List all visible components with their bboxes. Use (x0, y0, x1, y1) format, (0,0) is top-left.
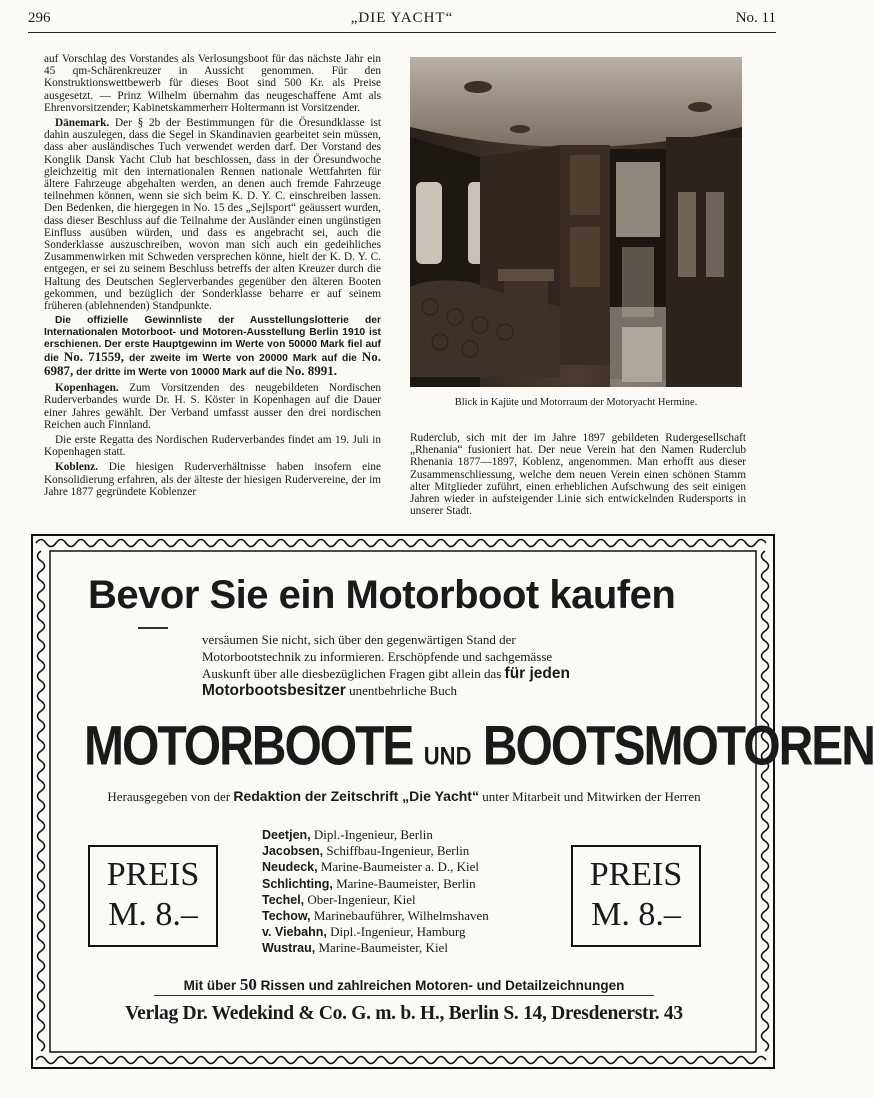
copenhagen-text: Zum Vorsitzenden des neugebildeten Nordischen Ruderverbandes wurde Dr. H. S. Köster in Kopenhagen auf die Dauer einer Jahres gewählt. Der Verband umfasst ausser den drei nordischen Reichen auch Finnland. (44, 382, 381, 431)
author-entry (262, 908, 562, 924)
book-title-a: MOTORBOOTE (84, 716, 413, 777)
issue-number: No. 11 (735, 10, 776, 26)
price-label: PREIS (589, 856, 683, 893)
author-entry (262, 843, 562, 859)
drawings-text-a: Mit über (183, 978, 237, 993)
author-role: Marine-Baumeister, Berlin (336, 875, 476, 891)
koblenz-continuation: Ruderclub, sich mit der im Jahre 1897 gebildeten Rudergesellschaft „Rhenania“ fusioniert hat. Der neue Verein hat den Namen Ruderclub Rhenania 1877—1897, Koblenz, angenommen. Man erhofft aus dieser Zusammenschliessung, welche dem neuen Verein einen schönen Stamm alter Mitglieder zuführt, einen erheblichen Aufschwung des seit einigen Jahren wieder in aufsteigender Linie sich entwickelnden Rudersports in unserer Stadt. (410, 432, 746, 518)
drawings-count: 50 (239, 975, 257, 994)
journal-title: „DIE YACHT“ (350, 10, 454, 26)
ad-intro-bold: für jeden Motorbootsbesitzer (202, 665, 570, 699)
editor-text-a: Herausgegeben von der (107, 789, 231, 804)
author-entry (262, 940, 562, 956)
author-role: Dipl.-Ingenieur, Hamburg (330, 924, 466, 940)
book-title-b: BOOTSMOTOREN (482, 716, 874, 777)
author-entry (262, 892, 562, 908)
author-name: Wustrau, (262, 941, 316, 956)
author-name: Techow, (262, 909, 311, 924)
author-name: Techel, (262, 892, 305, 907)
author-role: Dipl.-Ingenieur, Berlin (313, 827, 433, 842)
ad-dash-ornament (138, 627, 168, 629)
author-role: Marine-Baumeister, Kiel (318, 940, 448, 956)
header-rule (28, 32, 776, 33)
drawings-rule (154, 995, 654, 996)
denmark-text: Der § 2b der Bestimmungen für die Öresundklasse ist dahin auszulegen, dass die Segel in Skandinavien gearbeitet sein müssen, dass aber ausländisches Tuch verwendet werden darf. Der Vorstand des Konglik Dansk Yacht Club hat beschlossen, dass in der Öresundwoche gleichzeitig mit den internationalen Rennen nationale Wettfahrten für ältere Fahrzeuge abgehalten werden, an denen auch fremde Fahrzeuge teilnehmen können, wenn sie sich beim K. D. Y. C. einschreiben lassen. Den Bedenken, die hiergegen in No. 15 des „Sejlsport“ geäussert wurden, dass dieser Beschluss auf die Teilnahme der Ausländer einen ungünstigen Einfluss ausüben würden, und dass es angebracht sei, auch die Sonderklasse auszuschreiben, wovon man sich auch ein gedeihliches Zusammenwirken mit Schweden versprechen könne, hielt der K. D. Y. C. entgegen, er sei zu seinem Beschluss betreffs der alten Kreuzer durch die Haltung des Deutschen Seglerverbandes gegenüber den älteren Booten gekommen, und bezüglich der Sonderklasse beharre er auf seinem früheren (ablehnenden) Standpunkte. (44, 117, 381, 313)
author-role: Ober-Ingenieur, Kiel (307, 891, 416, 907)
author-name: v. Viebahn, (262, 925, 327, 940)
price-value: M. 8.– (591, 896, 681, 933)
ad-intro-end: unentbehrliche Buch (349, 683, 457, 698)
editor-line (74, 787, 734, 806)
author-name: Deetjen, (262, 828, 311, 842)
lottery-paragraph (44, 315, 381, 379)
left-column (44, 53, 381, 525)
ad-intro-text: versäumen Sie nicht, sich über den gegenwärtigen Stand der Motorbootstechnik zu informieren. Erschöpfende und sachgemässe Auskunft über alle diesbezüglichen Fragen gibt allein das (202, 632, 553, 681)
author-entry (262, 924, 562, 940)
book-advertisement (30, 533, 874, 1070)
price-box-right (571, 845, 701, 947)
author-role: Marine-Baumeister a. D., Kiel (320, 859, 479, 875)
cabin-photo (410, 57, 742, 387)
intro-paragraph: auf Vorschlag des Vorstandes als Verlosungsboot für das nächste Jahr ein 45 qm-Schärenkreuzer in Aussicht genommen. Für den Konstruktionswettbewerb für dieses Boot sind 500 Kr. als Preise ausgesetzt. — Prinz Wilhelm übernahm das neugeschaffene Amt als Ehrenvorsitzender; Kabinetskammerherr Holtermann ist Vorsitzender. (44, 53, 381, 114)
lottery-number-1: No. 71559, (63, 349, 125, 365)
drawings-note (74, 975, 734, 995)
drawings-text-b: Rissen und zahlreichen Motoren- und Detailzeichnungen (260, 978, 625, 993)
koblenz-paragraph (44, 461, 381, 498)
lottery-number-2: No. 6987, (44, 349, 381, 379)
running-header (28, 10, 776, 32)
photo-caption: Blick in Kajüte und Motorraum der Motoryacht Hermine. (454, 397, 698, 408)
page-number: 296 (28, 10, 51, 26)
publisher-line: Verlag Dr. Wedekind & Co. G. m. b. H., Berlin S. 14, Dresdenerstr. 43 (125, 1003, 683, 1024)
koblenz-lead: Koblenz. (55, 461, 98, 474)
right-column (410, 432, 746, 527)
author-role: Marinebauführer, Wilhelmshaven (313, 908, 489, 924)
author-entry (262, 876, 562, 892)
author-list (262, 827, 562, 957)
lottery-text-2: der zweite im Werte von 20000 Mark auf die (128, 353, 357, 365)
denmark-lead: Dänemark. (55, 117, 110, 130)
author-name: Schlichting, (262, 876, 333, 891)
ad-intro (202, 631, 602, 699)
author-role: Schiffbau-Ingenieur, Berlin (326, 843, 470, 859)
author-entry (262, 827, 562, 843)
author-entry (262, 859, 562, 875)
koblenz-text: Die hiesigen Ruderverhältnisse haben insofern eine Konsolidierung erfahren, als der älteste der hiesigen Rudervereine, der im Jahre 1877 gegründete Koblenzer (44, 461, 381, 498)
cabin-photo-drawing (410, 57, 742, 387)
book-title (84, 715, 874, 778)
author-name: Neudeck, (262, 860, 318, 875)
price-box-left (88, 845, 218, 947)
editor-bold: Redaktion der Zeitschrift „Die Yacht“ (233, 788, 479, 804)
lottery-number-3: No. 8991. (285, 363, 338, 379)
price-value: M. 8.– (108, 896, 198, 933)
copenhagen-lead: Kopenhagen. (55, 382, 119, 395)
author-name: Jacobsen, (262, 844, 324, 859)
ad-content (54, 555, 874, 1048)
book-title-und: UND (423, 741, 472, 771)
regatta-paragraph: Die erste Regatta des Nordischen Ruderverbandes findet am 19. Juli in Kopenhagen statt. (44, 434, 381, 459)
editor-text-b: unter Mitarbeit und Mitwirken der Herren (482, 789, 701, 804)
lottery-text-3: der dritte im Werte von 10000 Mark auf die (76, 367, 283, 379)
copenhagen-paragraph (44, 382, 381, 431)
price-label: PREIS (106, 856, 200, 893)
lottery-text-1: Die offizielle Gewinnliste der Ausstellungslotterie der Internationalen Motorboot- und Motoren-Ausstellung Berlin 1910 ist erschienen. Der erste Hauptgewinn im Werte von 50000 Mark fiel auf die (44, 315, 381, 365)
ad-headline: Bevor Sie ein Motorboot kaufen (88, 573, 676, 617)
denmark-paragraph (44, 117, 381, 312)
